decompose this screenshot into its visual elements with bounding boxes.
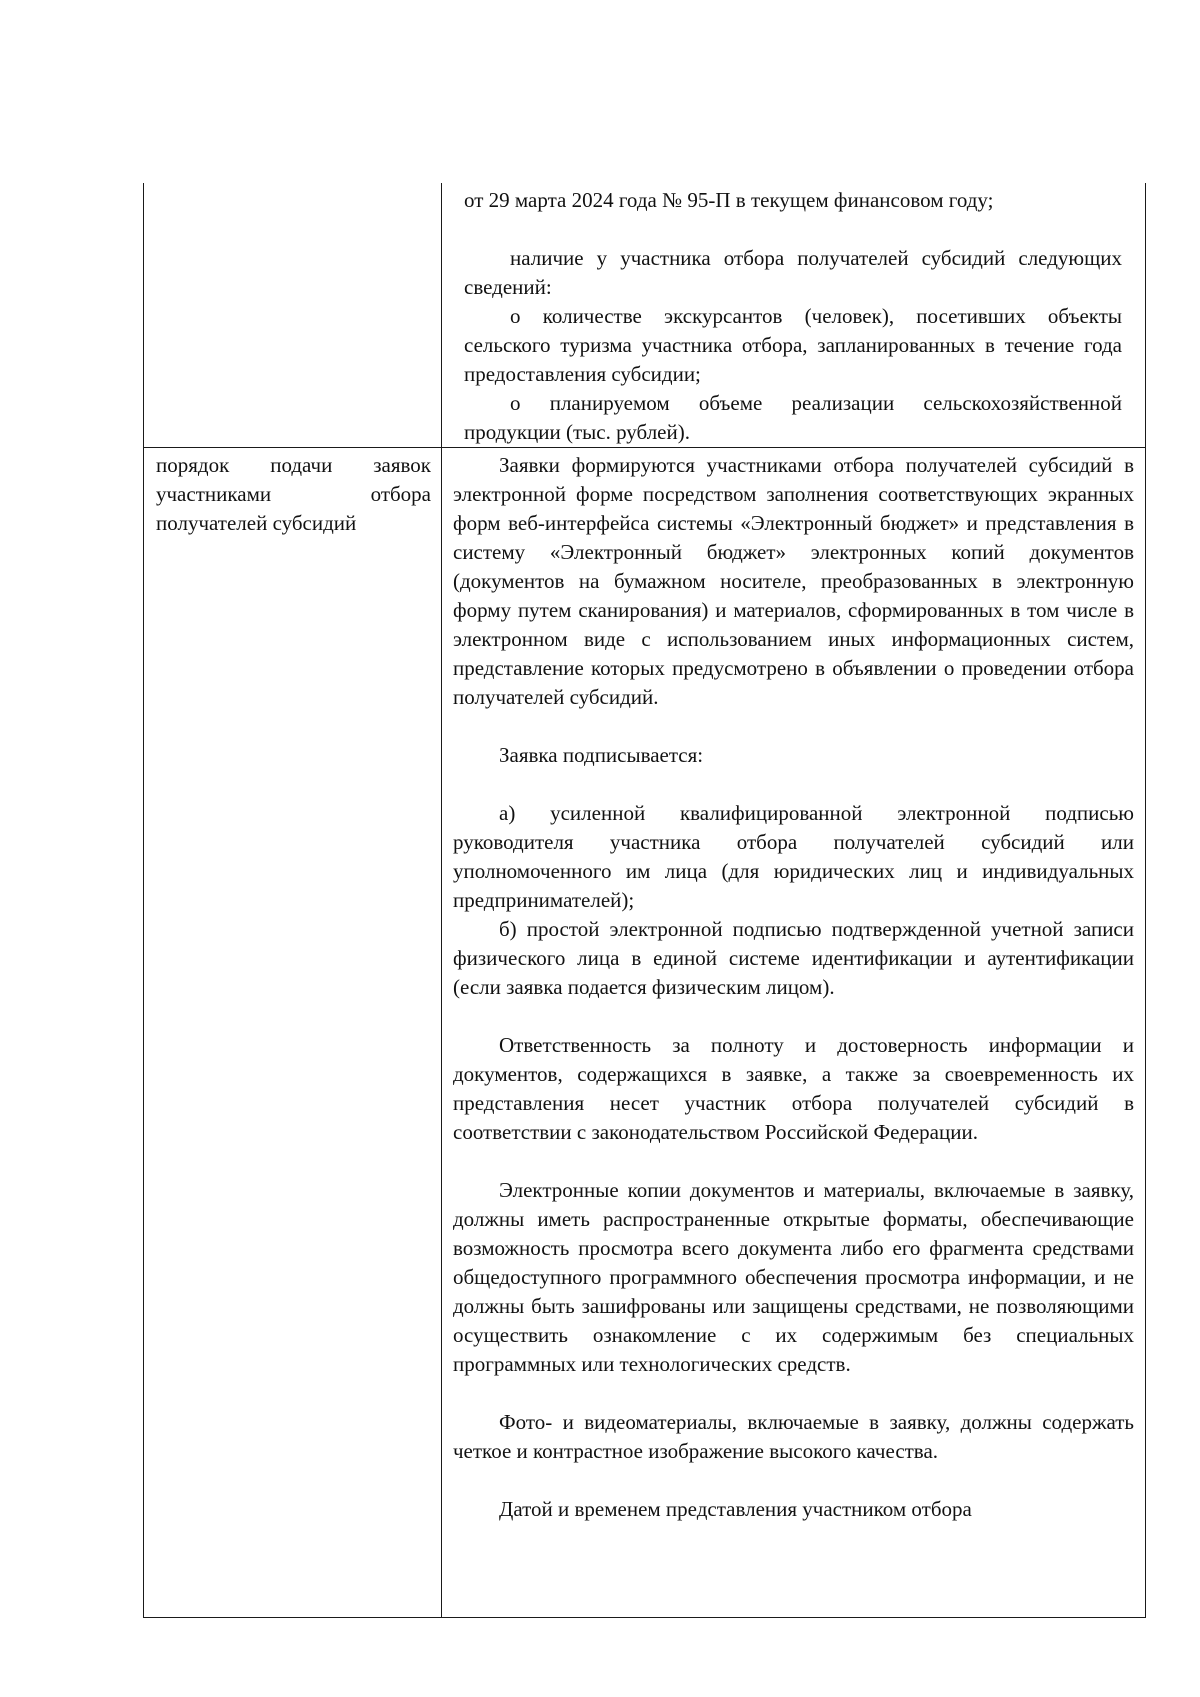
paragraph: наличие у участника отбора получателей субсидий следующих сведений: <box>464 246 1122 299</box>
paragraph: а) усиленной квалифицированной электронной подписью руководителя участника отбора получателей субсидий или уполномоченного им лица (для юридических лиц и индивидуальных предпринимателей); <box>453 801 1134 912</box>
table-row <box>144 183 1146 448</box>
paragraph: Ответственность за полноту и достоверность информации и документов, содержащихся в заявке, а также за своевременность их представления несет участник отбора получателей субсидий в соответствии с законодательством Российской Федерации. <box>453 1033 1134 1144</box>
paragraph: о планируемом объеме реализации сельскохозяйственной продукции (тыс. рублей). <box>464 391 1122 444</box>
paragraph: о количестве экскурсантов (человек), посетивших объекты сельского туризма участника отбора, запланированных в течение года предоставления субсидии; <box>464 304 1122 386</box>
paragraph: от 29 марта 2024 года № 95-П в текущем финансовом году; <box>464 188 994 212</box>
row-label: порядок подачи заявок участниками отбора получателей субсидий <box>156 453 431 535</box>
paragraph: Фото- и видеоматериалы, включаемые в заявку, должны содержать четкое и контрастное изображение высокого качества. <box>453 1410 1134 1463</box>
table-row <box>144 448 1146 1618</box>
paragraph: Заявка подписывается: <box>499 743 704 767</box>
document-table <box>143 183 1146 1618</box>
row-content-cell <box>442 183 1146 448</box>
row-label-cell <box>144 183 442 448</box>
paragraph: Заявки формируются участниками отбора получателей субсидий в электронной форме посредством заполнения соответствующих экранных форм веб-интерфейса системы «Электронный бюджет» и представления в систему «Электронный бюджет» электронных копий документов (документов на бумажном носителе, преобразованных в электронную форму путем сканирования) и материалов, сформированных в том числе в электронном виде с использованием иных информационных систем, представление которых предусмотрено в объявлении о проведении отбора получателей субсидий. <box>453 453 1134 709</box>
paragraph: Электронные копии документов и материалы, включаемые в заявку, должны иметь распространенные открытые форматы, обеспечивающие возможность просмотра всего документа либо его фрагмента средствами общедоступного программного обеспечения просмотра информации, и не должны быть зашифрованы или защищены средствами, не позволяющими осуществить ознакомление с их содержимым без специальных программных или технологических средств. <box>453 1178 1134 1376</box>
paragraph: Датой и временем представления участником отбора <box>499 1497 972 1521</box>
row-content-cell <box>442 448 1146 1618</box>
row-label-cell <box>144 448 442 1618</box>
paragraph: б) простой электронной подписью подтвержденной учетной записи физического лица в единой системе идентификации и аутентификации (если заявка подается физическим лицом). <box>453 917 1134 999</box>
